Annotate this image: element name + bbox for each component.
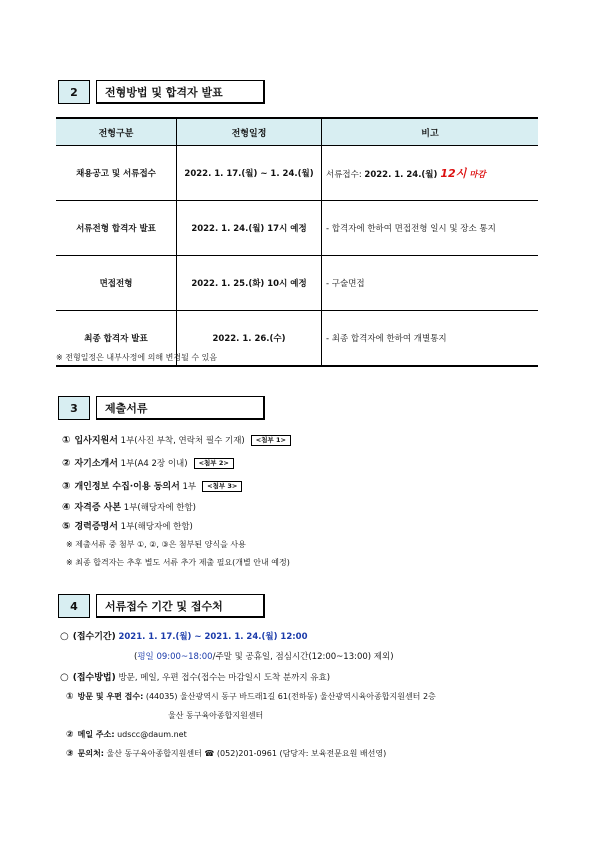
doc-note: ※ 제출서류 중 첨부 ①, ②, ③은 첨부된 양식을 사용 — [66, 540, 246, 549]
section2-header — [58, 80, 265, 104]
reception-method — [60, 670, 330, 683]
method-label: (접수방법) — [72, 673, 116, 683]
table-cell: 2022. 1. 24.(월) 17시 예정 — [177, 201, 322, 256]
table-cell: - 구술면접 — [322, 256, 539, 311]
table-cell: 2022. 1. 17.(월) ~ 1. 24.(월) — [177, 146, 322, 201]
item-desc: 1부(사진 부착, 연락처 필수 기재) — [117, 436, 245, 446]
item-number: ② — [66, 730, 74, 740]
section-number: 2 — [58, 80, 90, 104]
bullet-circle: ○ — [60, 631, 69, 642]
attachment-tag: <첨부 1> — [251, 435, 291, 446]
schedule-note: ※ 전형일정은 내부사정에 의해 변경될 수 있음 — [56, 353, 218, 362]
column-header: 비고 — [322, 118, 539, 146]
schedule-table — [56, 117, 538, 367]
list-item — [62, 519, 193, 532]
remark-date: 2022. 1. 24.(월) — [364, 170, 441, 180]
item-title: 방문 및 우편 접수: — [77, 692, 144, 701]
item-desc: 1부 — [179, 482, 197, 492]
item-number: ② — [62, 458, 71, 469]
item-title: 문의처: — [77, 749, 105, 758]
table-row — [56, 146, 538, 201]
section-title: 서류접수 기간 및 접수처 — [96, 594, 265, 618]
method-item — [66, 729, 187, 740]
doc-note: ※ 최종 합격자는 추후 별도 서류 추가 제출 필요(개별 안내 예정) — [66, 558, 290, 567]
column-header: 전형일정 — [177, 118, 322, 146]
section-title: 전형방법 및 합격자 발표 — [96, 80, 265, 104]
section4-header — [58, 594, 265, 618]
section-title: 제출서류 — [96, 396, 265, 420]
item-title: 메일 주소: — [77, 730, 115, 739]
section-number: 3 — [58, 396, 90, 420]
list-item — [62, 479, 242, 492]
bullet-circle: ○ — [60, 672, 69, 683]
remark-label: 서류접수: — [326, 170, 365, 180]
item-number: ① — [66, 692, 74, 702]
table-row — [56, 256, 538, 311]
table-row — [56, 201, 538, 256]
item-number: ③ — [62, 481, 71, 492]
period-value: 2021. 1. 17.(월) ~ 2021. 1. 24.(월) 12:00 — [118, 632, 308, 642]
item-desc: udscc@daum.net — [114, 730, 187, 739]
list-item — [62, 433, 291, 446]
item-number: ④ — [62, 502, 71, 513]
method-item — [66, 691, 436, 702]
item-number: ① — [62, 435, 71, 446]
table-header-row — [56, 118, 538, 146]
section-number: 4 — [58, 594, 90, 618]
item-desc: (44035) 울산광역시 동구 바드래1길 61(전하동) 울산광역시육아종합지원센터 2층 — [143, 692, 436, 701]
table-cell: - 합격자에 한하여 면접전형 일시 및 장소 통지 — [322, 201, 539, 256]
hours-open-paren: ( — [134, 652, 138, 662]
item-title: 입사지원서 — [74, 436, 118, 446]
item-desc: 1부(A4 2장 이내) — [117, 459, 188, 469]
method-item — [66, 748, 386, 759]
item-desc: 1부(해당자에 한함) — [117, 522, 193, 532]
item-number: ⑤ — [62, 521, 71, 532]
period-label: (접수기간) — [72, 632, 116, 642]
method-value: 방문, 메일, 우편 접수(접수는 마감일시 도착 분까지 유효) — [115, 673, 331, 683]
item-title: 경력증명서 — [74, 522, 118, 532]
table-cell: 채용공고 및 서류접수 — [56, 146, 177, 201]
hours-exclusion: /주말 및 공휴일, 점심시간(12:00~13:00) 제외) — [212, 652, 394, 662]
method-item-continued: 울산 동구육아종합지원센터 — [168, 711, 264, 720]
table-cell: 최종 합격자 발표 — [56, 311, 177, 367]
table-cell — [322, 146, 539, 201]
reception-period — [60, 629, 307, 642]
list-item — [62, 456, 234, 469]
item-desc: 1부(해당자에 한함) — [121, 503, 196, 513]
section3-header — [58, 396, 265, 420]
list-item — [62, 500, 196, 513]
table-cell: 서류전형 합격자 발표 — [56, 201, 177, 256]
item-number: ③ — [66, 749, 74, 759]
column-header: 전형구분 — [56, 118, 177, 146]
remark-deadline-hour: 12시 — [440, 167, 467, 180]
table-cell: 2022. 1. 26.(수) — [177, 311, 322, 367]
remark-deadline-suffix: 마감 — [466, 170, 486, 180]
item-title: 자기소개서 — [74, 459, 118, 469]
attachment-tag: <첨부 3> — [202, 481, 242, 492]
reception-hours — [134, 650, 394, 662]
table-cell: 2022. 1. 25.(화) 10시 예정 — [177, 256, 322, 311]
table-cell: 면접전형 — [56, 256, 177, 311]
item-desc: 울산 동구육아종합지원센터 ☎ (052)201-0961 (담당자: 보육전문요원 배선영) — [104, 749, 387, 758]
item-title: 개인정보 수집·이용 동의서 — [74, 482, 180, 492]
table-cell: - 최종 합격자에 한하여 개별통지 — [322, 311, 539, 367]
item-title: 자격증 사본 — [74, 503, 122, 513]
attachment-tag: <첨부 2> — [194, 458, 234, 469]
weekday-hours: 평일 09:00~18:00 — [137, 652, 213, 662]
